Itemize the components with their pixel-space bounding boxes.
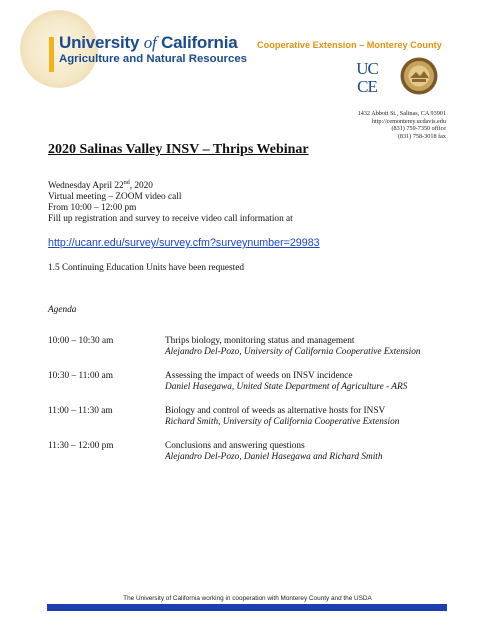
uc-logo-bar — [49, 37, 54, 72]
date-text: Wednesday April 22 — [48, 181, 124, 192]
agenda-topic: Conclusions and answering questions — [165, 441, 305, 451]
uc-word-of: of — [143, 33, 157, 52]
ucce-logo — [349, 57, 385, 95]
uc-logo-subtitle: Agriculture and Natural Resources — [59, 53, 247, 65]
agenda-speaker: Daniel Hasegawa, United State Department of Agriculture - ARS — [165, 382, 408, 392]
agenda-time: 11:00 – 11:30 am — [48, 406, 113, 416]
uc-word-university: University — [59, 33, 140, 52]
svg-text:UC: UC — [356, 59, 378, 78]
agenda-row — [48, 371, 458, 401]
agenda-heading: Agenda — [48, 305, 77, 315]
svg-text:CE: CE — [357, 77, 377, 95]
event-registration: Fill up registration and survey to receive video call information at — [48, 214, 293, 225]
event-time: From 10:00 – 12:00 pm — [48, 203, 137, 214]
agenda-speaker: Alejandro Del-Pozo, University of California Cooperative Extension — [165, 347, 421, 357]
address-fax: (831) 758-3018 fax — [397, 132, 446, 140]
office-address — [358, 110, 446, 140]
footer-bar — [47, 604, 447, 611]
agenda-topic: Assessing the impact of weeds on INSV incidence — [165, 371, 353, 381]
address-street: 1432 Abbott St., Salinas, CA 93901 — [357, 110, 446, 117]
extension-title: Cooperative Extension – Monterey County — [257, 40, 442, 50]
county-seal-icon — [400, 57, 438, 95]
event-date — [48, 178, 293, 192]
address-website: http://cemonterey.ucdavis.edu — [371, 117, 446, 125]
agenda-topic: Biology and control of weeds as alternative hosts for INSV — [165, 406, 386, 416]
document-title: 2020 Salinas Valley INSV – Thrips Webinar — [48, 142, 309, 157]
agenda-row — [48, 406, 458, 436]
survey-link[interactable]: http://ucanr.edu/survey/survey.cfm?surveynumber=29983 — [48, 237, 320, 249]
address-office-phone: (831) 759-7350 office — [391, 125, 446, 133]
uc-logo-name — [59, 33, 238, 53]
agenda-row — [48, 336, 458, 366]
agenda-time: 10:30 – 11:00 am — [48, 371, 113, 381]
agenda-time: 11:30 – 12:00 pm — [48, 441, 114, 451]
footer-text: The University of California working in cooperation with Monterey County and the USDA — [123, 595, 372, 602]
uc-word-california: California — [161, 33, 238, 52]
agenda-time: 10:00 – 10:30 am — [48, 336, 114, 346]
event-virtual: Virtual meeting – ZOOM video call — [48, 192, 182, 203]
date-ordinal: nd — [123, 180, 130, 186]
event-details — [48, 178, 293, 225]
date-year: , 2020 — [129, 181, 153, 192]
agenda-row — [48, 441, 458, 471]
agenda-speaker: Richard Smith, University of California Cooperative Extension — [165, 417, 400, 427]
ceu-note: 1.5 Continuing Education Units have been requested — [48, 263, 244, 273]
agenda-topic: Thrips biology, monitoring status and management — [165, 336, 355, 346]
agenda-speaker: Alejandro Del-Pozo, Daniel Hasegawa and Richard Smith — [165, 452, 383, 462]
